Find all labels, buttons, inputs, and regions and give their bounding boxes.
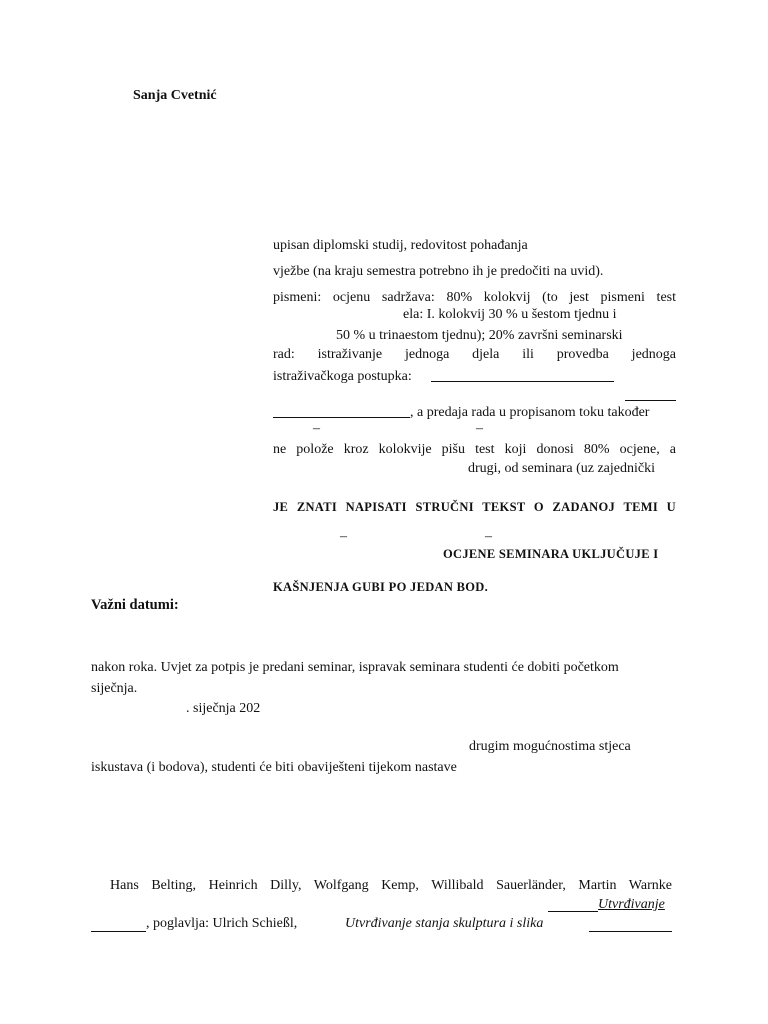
conditions-line-4: ela: I. kolokvij 30 % u šestom tjednu i bbox=[403, 307, 617, 322]
dates-heading: Važni datumi: bbox=[91, 597, 179, 613]
literature-title-start: Utvrđivanje bbox=[598, 897, 665, 912]
literature-chapter-title: Utvrđivanje stanja skulptura i slika bbox=[345, 916, 544, 931]
dates-line-3: . siječnja 202 bbox=[186, 701, 261, 716]
conditions-line-9: ne polože kroz kolokvije pišu test koji donosi 80% ocjene, a bbox=[273, 442, 676, 457]
dash-a: – bbox=[313, 421, 320, 436]
caps-line-1: JE ZNATI NAPISATI STRUČNI TEKST O ZADANOJ TEMI U bbox=[273, 500, 676, 514]
author-name: Sanja Cvetnić bbox=[133, 88, 217, 103]
dates-line-2: siječnja. bbox=[91, 681, 138, 696]
blank-line-3 bbox=[273, 417, 410, 418]
blank-line-6 bbox=[589, 931, 672, 932]
dash-b: – bbox=[476, 421, 483, 436]
dates-line-4: drugim mogućnostima stjeca bbox=[469, 739, 631, 754]
dash-d: – bbox=[485, 529, 492, 544]
blank-line-2 bbox=[625, 400, 676, 401]
blank-line-5 bbox=[91, 931, 146, 932]
conditions-line-10: drugi, od seminara (uz zajednički bbox=[468, 461, 655, 476]
blank-line-4 bbox=[548, 911, 598, 912]
conditions-line-3: pismeni: ocjenu sadržava: 80% kolokvij (to jest pismeni test bbox=[273, 290, 676, 305]
conditions-line-6: rad: istraživanje jednoga djela ili provedba jednoga bbox=[273, 347, 676, 362]
dash-c: – bbox=[340, 529, 347, 544]
caps-line-2: OCJENE SEMINARA UKLJUČUJE I bbox=[443, 547, 659, 561]
conditions-line-5: 50 % u trinaestom tjednu); 20% završni seminarski bbox=[336, 328, 623, 343]
conditions-line-7: istraživačkoga postupka: bbox=[273, 369, 412, 384]
dates-line-1: nakon roka. Uvjet za potpis je predani seminar, ispravak seminara studenti će dobiti početkom bbox=[91, 660, 619, 675]
caps-line-3: KAŠNJENJA GUBI PO JEDAN BOD. bbox=[273, 580, 489, 594]
blank-line-1 bbox=[431, 381, 614, 382]
literature-chapter-prefix: , poglavlja: Ulrich Schießl, bbox=[146, 916, 298, 931]
conditions-line-8: , a predaja rada u propisanom toku također bbox=[410, 405, 650, 420]
dates-line-5: iskustava (i bodova), studenti će biti obaviješteni tijekom nastave bbox=[91, 760, 457, 775]
conditions-line-1: upisan diplomski studij, redovitost pohađanja bbox=[273, 238, 528, 253]
conditions-line-2: vježbe (na kraju semestra potrebno ih je predočiti na uvid). bbox=[273, 264, 604, 279]
literature-authors: Hans Belting, Heinrich Dilly, Wolfgang Kemp, Willibald Sauerländer, Martin Warnke bbox=[110, 878, 672, 893]
